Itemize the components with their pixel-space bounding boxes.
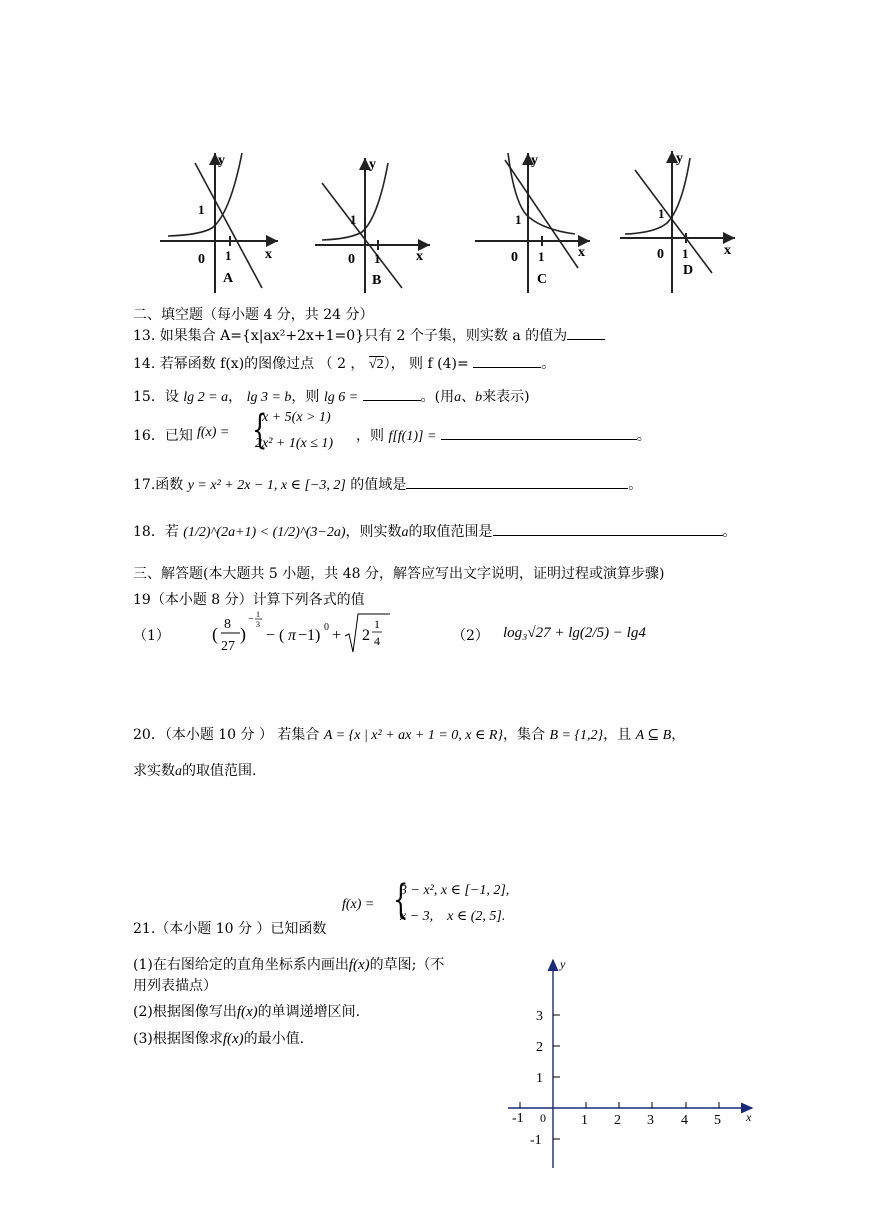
- graph-c-origin: 0: [511, 250, 518, 265]
- question-20: [133, 724, 685, 744]
- q21-p2-fx: f(x): [236, 1004, 258, 1020]
- graph-a-one-y: 1: [198, 202, 205, 217]
- q19-expression-1: [212, 608, 392, 662]
- q15-math-1: lg 2 = a: [183, 390, 229, 405]
- graph-b-one-y: 1: [350, 212, 357, 227]
- graph-d-one-x: 1: [682, 246, 689, 261]
- y-axis-label: y: [560, 957, 566, 971]
- y-tick-neg1: -1: [530, 1133, 542, 1148]
- q20-text-d: ，: [671, 727, 686, 743]
- graph-b-origin: 0: [348, 252, 355, 267]
- q21-p3-text-b: 的最小值.: [243, 1031, 305, 1047]
- q14-sqrt: √2: [368, 357, 384, 372]
- graph-d: [620, 151, 735, 293]
- graph-c: [475, 153, 590, 293]
- question-19: 19（本小题 8 分）计算下列各式的值: [133, 592, 365, 608]
- graph-a-one-x: 1: [225, 248, 232, 263]
- q16-brace: {: [252, 407, 268, 453]
- graph-c-option: C: [537, 272, 548, 287]
- q20-text-a: 20．（本小题 10 分 ） 若集合: [133, 727, 320, 743]
- question-20-line2: [133, 760, 256, 780]
- graph-b-option: B: [372, 273, 382, 288]
- origin-label: 0: [540, 1111, 546, 1125]
- svg-text:0: 0: [324, 622, 329, 633]
- q21-part-3: [133, 1028, 304, 1048]
- svg-text:): ): [240, 624, 246, 644]
- q13-blank[interactable]: [567, 339, 605, 340]
- q14-blank[interactable]: [473, 367, 541, 368]
- x-tick-5: 5: [714, 1113, 721, 1128]
- option-graphs-svg: [150, 148, 750, 298]
- q21-p3-text-a: (3)根据图像求: [133, 1031, 223, 1047]
- q19-part-2-label: （2）: [452, 628, 489, 644]
- graph-c-one-y: 1: [515, 212, 522, 227]
- svg-text:27: 27: [221, 639, 235, 654]
- graph-c-y-label: y: [531, 153, 538, 168]
- q21-p2-text-a: (2)根据图像写出: [133, 1004, 237, 1020]
- q18-end: 。: [722, 524, 737, 540]
- graph-d-x-label: x: [724, 243, 731, 258]
- q16-blank[interactable]: [441, 439, 637, 440]
- graph-d-option: D: [683, 263, 694, 278]
- y-tick-2: 2: [536, 1040, 543, 1055]
- section3-heading: 三、解答题(本大题共 5 小题，共 48 分，解答应写出文字说明，证明过程或演算步骤): [133, 566, 665, 582]
- question-13: [133, 325, 605, 345]
- graph-a: [160, 153, 278, 293]
- coordinate-svg: [500, 952, 770, 1174]
- q15-var-a: a: [454, 390, 462, 405]
- section2-heading: 二、填空题（每小题 4 分，共 24 分）: [133, 307, 374, 323]
- q17-end: 。: [628, 477, 643, 493]
- q18-blank[interactable]: [493, 535, 723, 536]
- q15-text-c: ，则: [291, 389, 320, 405]
- q14-end: 。: [541, 356, 556, 372]
- svg-text:− (: − (: [266, 627, 285, 644]
- q21-p1-text-a: (1)在右图给定的直角坐标系内画出: [133, 957, 349, 973]
- q17-text-a: 17.函数: [133, 477, 184, 493]
- question-17: [133, 474, 642, 494]
- y-tick-3: 3: [536, 1009, 543, 1024]
- q14-text-b: ）， 则 f (4)=: [383, 356, 469, 372]
- graph-a-origin: 0: [198, 252, 205, 267]
- q13-text: 13. 如果集合 A={x|ax²+2x+1=0}只有 2 个子集，则实数 a 的值为: [133, 328, 568, 344]
- q21-p3-fx: f(x): [222, 1031, 244, 1047]
- q17-blank[interactable]: [406, 488, 628, 489]
- x-axis-label: x: [746, 1110, 752, 1124]
- graph-b-x-label: x: [416, 249, 423, 264]
- q20-subset: A ⊆ B: [635, 728, 672, 743]
- graph-a-option: A: [223, 271, 234, 286]
- q19-part-1-label: （1）: [133, 628, 170, 644]
- question-16-tail: [356, 425, 651, 445]
- svg-text:−: −: [248, 614, 254, 625]
- q16-case-1: x + 5(x > 1): [262, 410, 331, 425]
- q21-part-2: [133, 1001, 360, 1021]
- q21-p1-text-b: 的草图;（不: [369, 957, 445, 973]
- svg-text:1: 1: [374, 617, 380, 631]
- q20-line2-var: a: [175, 764, 182, 779]
- graph-d-origin: 0: [657, 247, 664, 262]
- q16-end: 。: [636, 428, 651, 444]
- coordinate-system[interactable]: [500, 952, 770, 1174]
- q21-case-2: x − 3, x ∈ (2, 5].: [400, 909, 506, 924]
- q20-line2-c: 的取值范围.: [182, 763, 257, 779]
- q16-ff: f[f(1)] =: [388, 429, 437, 444]
- question-15: [133, 386, 530, 406]
- q17-math: y = x² + 2x − 1, x ∈ [−3, 2]: [187, 478, 346, 493]
- q16-text-a: 16．已知: [133, 428, 193, 444]
- q15-math-2: lg 3 = b: [246, 390, 292, 405]
- question-18: [133, 521, 737, 541]
- q17-text-b: 的值域是: [350, 477, 407, 493]
- graph-b-y-label: y: [369, 157, 376, 172]
- graph-d-y-label: y: [676, 151, 683, 166]
- q18-math: (1/2)^(2a+1) < (1/2)^(3−2a): [183, 525, 346, 540]
- x-tick-1: 1: [581, 1113, 588, 1128]
- q15-text-d: 。(用: [420, 389, 455, 405]
- q21-part-1-cont: 用列表描点）: [133, 978, 217, 994]
- q15-text-b: ，: [228, 389, 243, 405]
- q21-function: f(x) =: [342, 897, 375, 912]
- q19-expr1-svg: [212, 608, 392, 658]
- graph-a-x-label: x: [265, 247, 272, 262]
- q18-text-d: 的取值范围是: [408, 524, 493, 540]
- q15-blank[interactable]: [363, 400, 421, 401]
- q20-set-b: B = {1,2}: [549, 728, 604, 743]
- q15-math-3: lg 6 =: [323, 390, 359, 405]
- x-tick-neg1: -1: [512, 1111, 524, 1126]
- q14-text-a: 14. 若幂函数 f(x)的图像过点 （ 2 ，: [133, 356, 365, 372]
- option-graphs: [150, 148, 750, 298]
- q20-text-b: ，集合: [503, 727, 545, 743]
- graph-a-y-label: y: [218, 153, 225, 168]
- svg-text:(: (: [212, 624, 218, 644]
- svg-text:π: π: [288, 627, 297, 644]
- q16-function: f(x) =: [197, 425, 230, 440]
- svg-text:2: 2: [362, 627, 370, 644]
- q15-text-a: 15．设: [133, 389, 179, 405]
- x-tick-3: 3: [647, 1113, 654, 1128]
- q15-var-b: b: [475, 390, 483, 405]
- svg-text:−1): −1): [298, 627, 321, 644]
- graph-b-one-x: 1: [374, 251, 381, 266]
- q16-text-b: ，则: [356, 428, 384, 444]
- q21-p1-fx: f(x): [348, 957, 370, 973]
- q18-text-a: 18．若: [133, 524, 179, 540]
- x-tick-4: 4: [681, 1113, 688, 1128]
- q20-line2-a: 求实数: [133, 763, 175, 779]
- graph-c-x-label: x: [578, 245, 585, 260]
- question-21: 21.（本小题 10 分 ）已知函数: [133, 921, 327, 937]
- q18-text-b: ，则实数: [345, 524, 402, 540]
- graph-c-one-x: 1: [538, 249, 545, 264]
- q19-expression-2: log₃√27 + lg(2/5) − lg4: [503, 625, 646, 641]
- q21-p2-text-b: 的单调递增区间.: [257, 1004, 361, 1020]
- q21-part-1: [133, 954, 444, 974]
- q21-case-1: 3 − x², x ∈ [−1, 2],: [400, 883, 510, 898]
- q20-set-a: A = {x | x² + ax + 1 = 0, x ∈ R}: [323, 728, 503, 743]
- question-14: [133, 353, 555, 373]
- q15-text-h: 来表示): [482, 389, 530, 405]
- q16-case-2: 2x² + 1(x ≤ 1): [255, 436, 334, 451]
- q20-text-c: ，且: [603, 727, 632, 743]
- svg-text:1: 1: [256, 610, 260, 619]
- q18-var-a: a: [401, 525, 409, 540]
- svg-text:+: +: [332, 627, 342, 644]
- x-tick-2: 2: [614, 1113, 621, 1128]
- graph-d-one-y: 1: [658, 206, 665, 221]
- y-tick-1: 1: [536, 1071, 543, 1086]
- svg-text:3: 3: [256, 620, 260, 629]
- q15-sep: 、: [461, 389, 476, 405]
- q21-brace: {: [393, 877, 409, 923]
- svg-text:4: 4: [374, 634, 380, 648]
- svg-text:8: 8: [224, 617, 231, 632]
